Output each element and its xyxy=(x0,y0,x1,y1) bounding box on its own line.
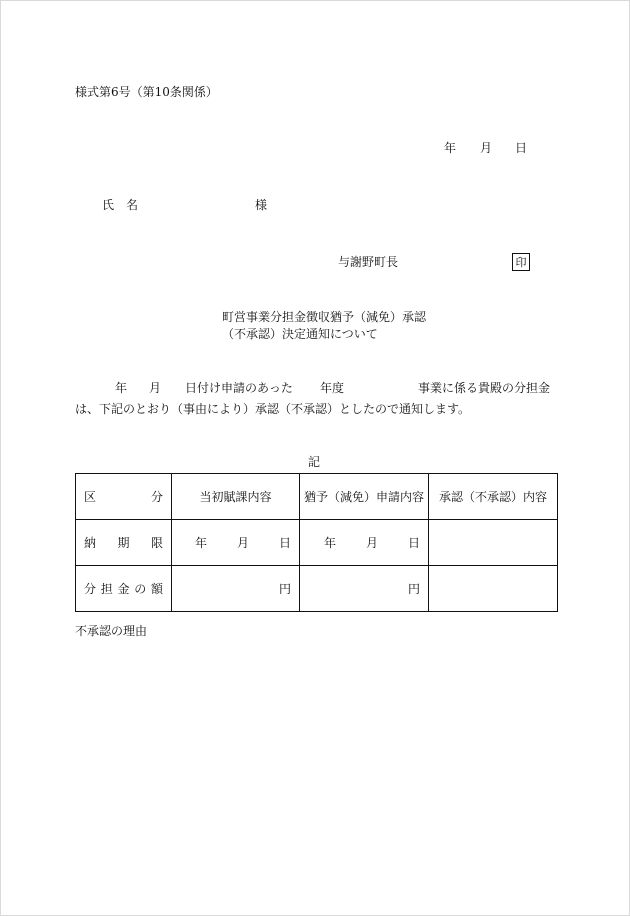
body-date-text: 日付け申請のあった xyxy=(185,381,293,395)
document-title-line2: （不承認）決定通知について xyxy=(222,327,378,341)
header-approval: 承認（不承認）内容 xyxy=(429,474,558,520)
row-label-deadline: 納 期 限 xyxy=(76,520,172,566)
document-title-line1: 町営事業分担金徴収猶予（減免）承認 xyxy=(222,310,427,324)
cell-request-deadline: 年 月 日 xyxy=(300,520,429,566)
form-number-label: 様式第6号（第10条関係） xyxy=(75,85,218,99)
details-table xyxy=(75,473,558,612)
ki-heading: 記 xyxy=(308,455,321,469)
cell-request-amount: 円 xyxy=(300,566,429,612)
cell-approval-amount xyxy=(429,566,558,612)
cell-initial-amount: 円 xyxy=(172,566,300,612)
recipient-name-label: 氏 名 xyxy=(102,198,139,212)
recipient-honorific: 様 xyxy=(255,198,268,212)
header-request: 猶予（減免）申請内容 xyxy=(300,474,429,520)
date-year-label: 年 xyxy=(444,141,457,155)
date-day-label: 日 xyxy=(515,141,528,155)
row-label-amount: 分 担 金 の 額 xyxy=(76,566,172,612)
body-line2: は、下記のとおり（事由により）承認（不承認）としたので通知します。 xyxy=(75,402,471,416)
table-header-row xyxy=(76,474,558,520)
date-month-label: 月 xyxy=(480,141,493,155)
rejection-reason-label: 不承認の理由 xyxy=(75,624,148,638)
table-row xyxy=(76,520,558,566)
table-row xyxy=(76,566,558,612)
header-initial: 当初賦課内容 xyxy=(172,474,300,520)
body-fiscal-year: 年度 xyxy=(320,381,345,395)
body-month: 月 xyxy=(149,381,162,395)
cell-initial-deadline: 年 月 日 xyxy=(172,520,300,566)
header-category: 区 分 xyxy=(76,474,172,520)
cell-approval-deadline xyxy=(429,520,558,566)
body-rest: 事業に係る貴殿の分担金 xyxy=(418,381,551,395)
issuer-name: 与謝野町長 xyxy=(338,255,399,269)
body-year: 年 xyxy=(115,381,128,395)
seal-stamp: 印 xyxy=(512,253,530,271)
